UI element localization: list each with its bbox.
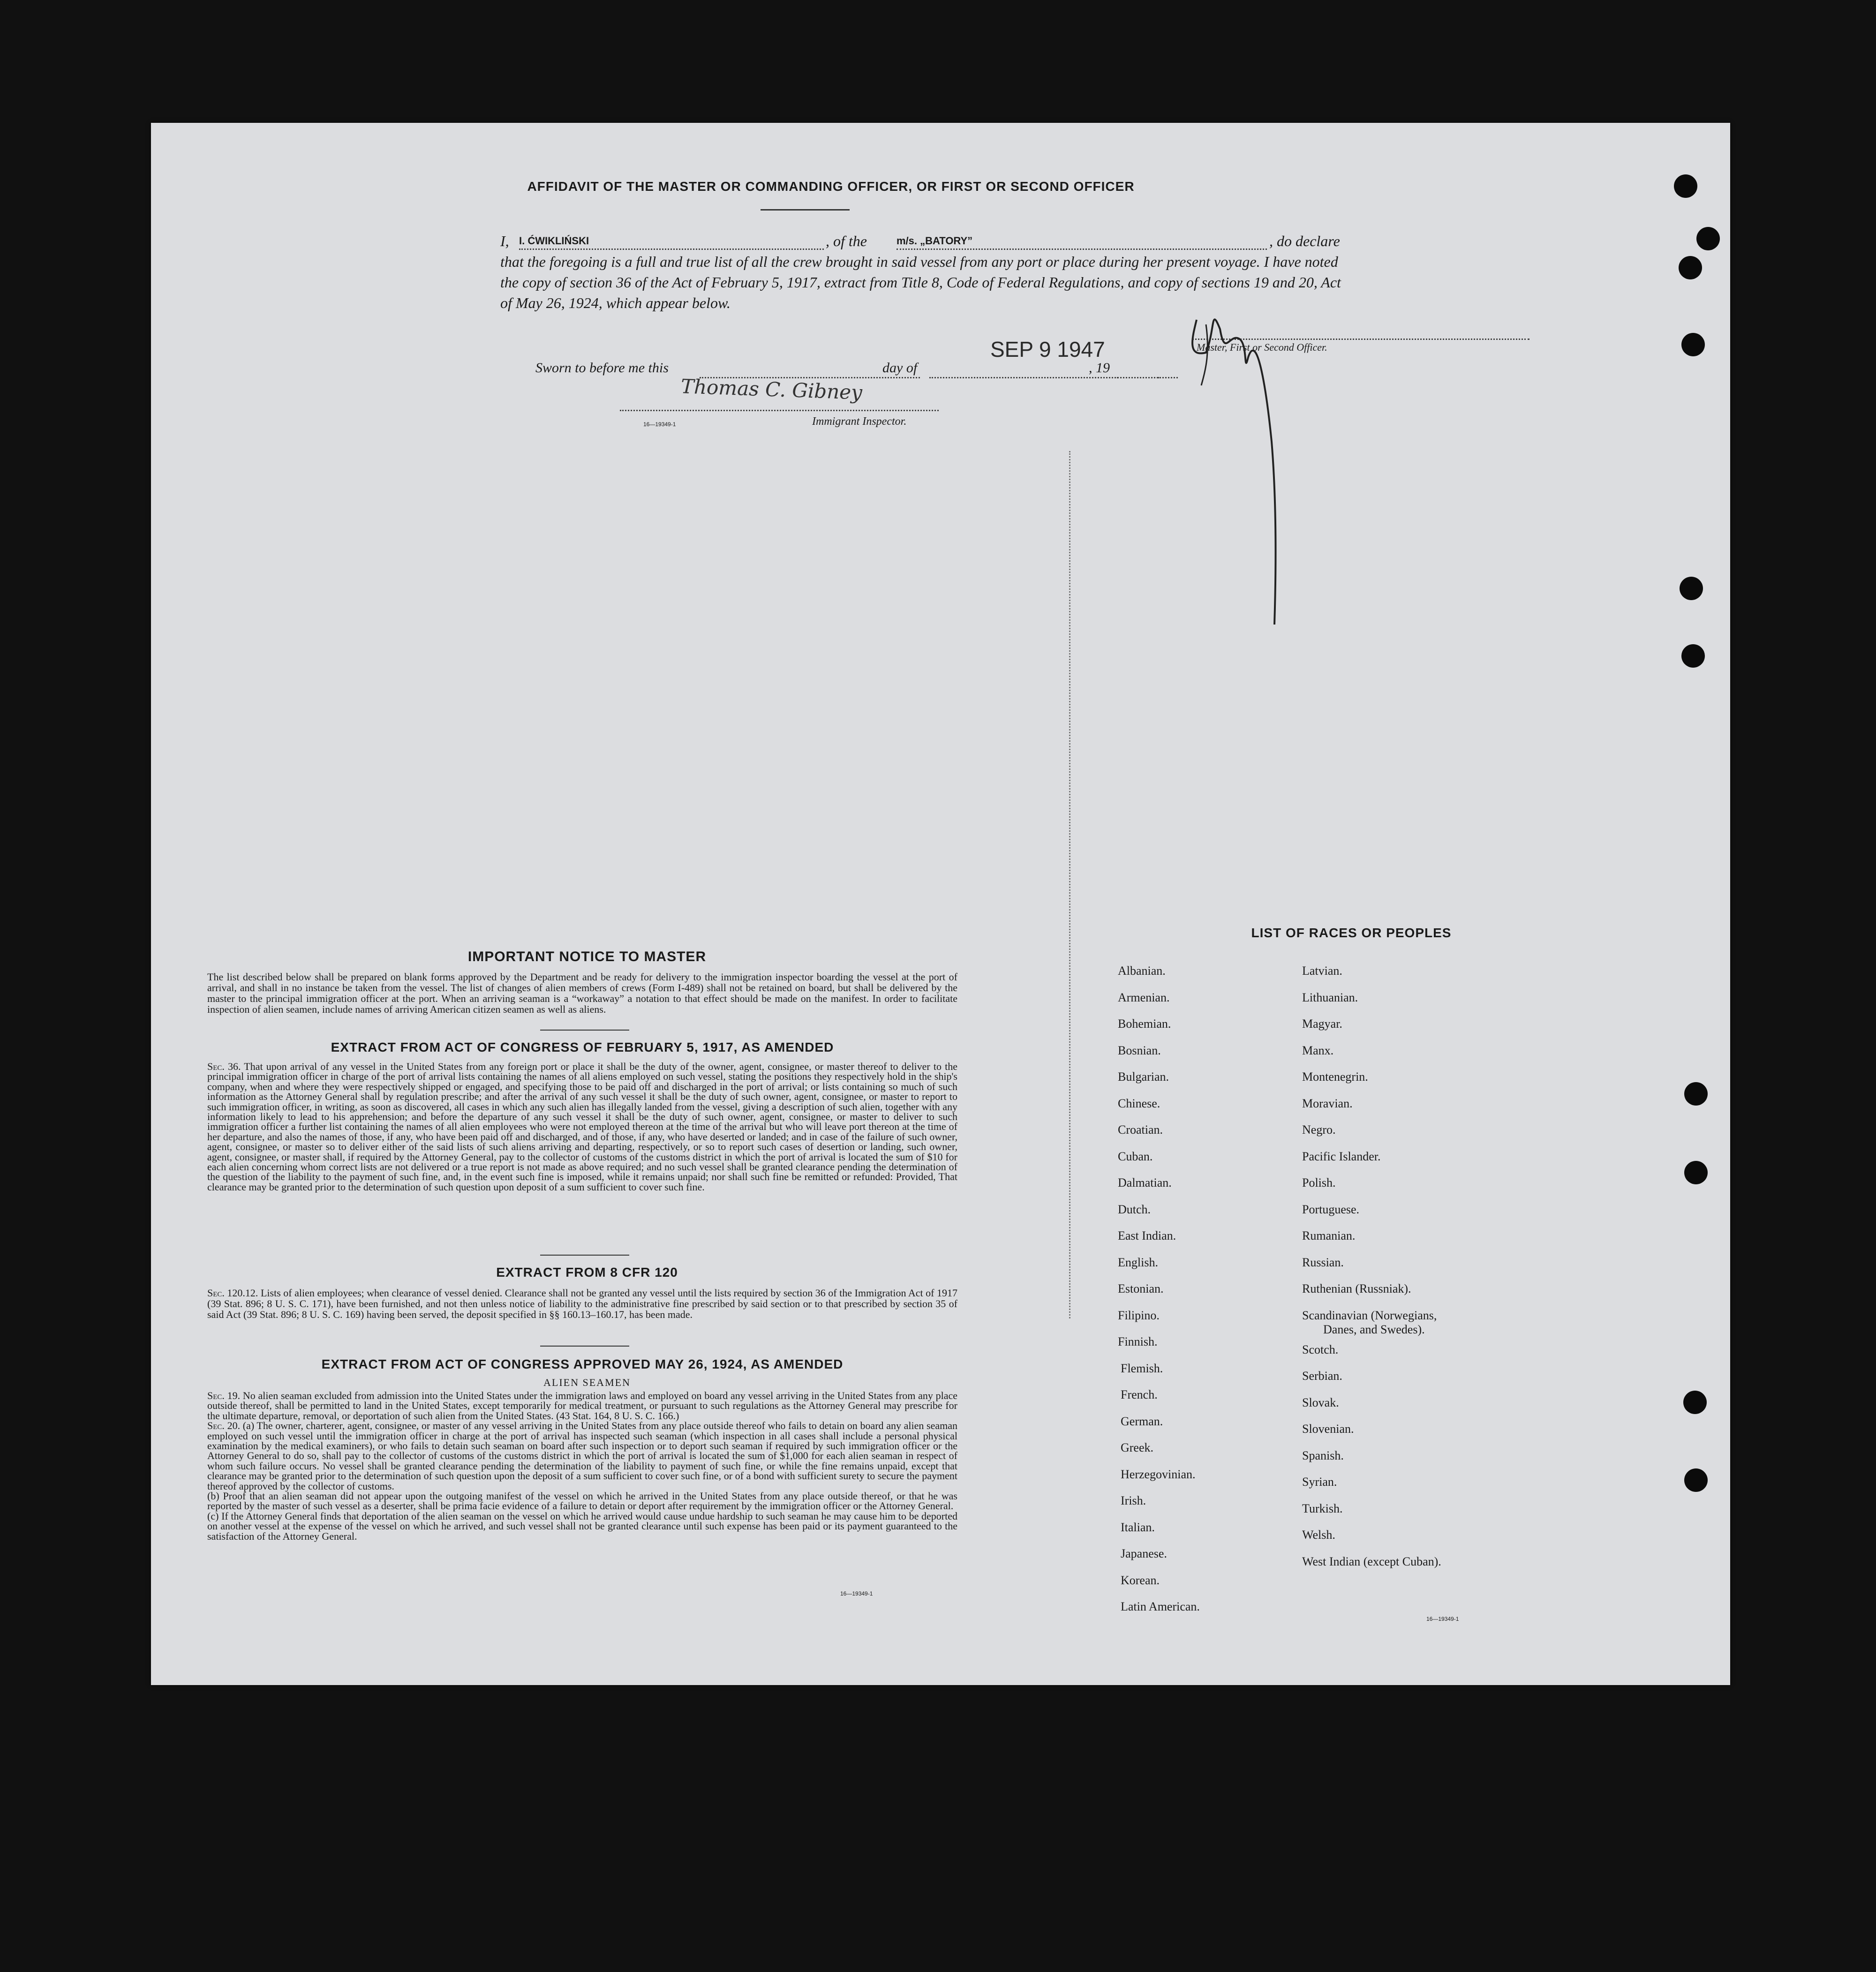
officer-name-field: I. ĆWIKLIŃSKI [519, 235, 589, 247]
vessel-name-field: m/s. „BATORY” [897, 235, 973, 247]
punch-hole-1 [1674, 174, 1697, 198]
race-left-item: Finnish. [1118, 1335, 1158, 1348]
race-left-item: Korean. [1121, 1573, 1160, 1587]
punch-hole-10 [1684, 1468, 1708, 1492]
race-left-item: Dutch. [1118, 1202, 1151, 1216]
affidavit-title: AFFIDAVIT OF THE MASTER OR COMMANDING OFFICER, OR FIRST OR SECOND OFFICER [527, 179, 1135, 194]
race-left-item: Filipino. [1118, 1308, 1160, 1322]
punch-hole-8 [1684, 1161, 1708, 1184]
sec-120-12-label: Sec. 120.12. [207, 1287, 258, 1299]
race-right-item: Pacific Islander. [1302, 1149, 1381, 1163]
year-prefix: , 19 [1089, 360, 1110, 376]
inspector-signature: Thomas C. Gibney [680, 375, 863, 404]
master-caption: Master, First or Second Officer. [1197, 341, 1327, 353]
extract-1917-title: EXTRACT FROM ACT OF CONGRESS OF FEBRUARY 5, 1917, AS AMENDED [331, 1040, 834, 1054]
race-right-item: Russian. [1302, 1255, 1344, 1269]
punch-hole-3 [1679, 256, 1702, 279]
race-left-item: Irish. [1121, 1494, 1146, 1507]
document-page [151, 123, 1730, 1685]
sec-19-text: No alien seaman excluded from admission into the United States under the immigration laws and employed on board any vessel arriving in the United States from any place outside thereof, shall be permitted to land in the United States, except temporarily for medical treatment, or pursuant to such regulations as the Attorney General may prescribe for the ultimate departure, removal, or deportation of such alien from the United States. (43 Stat. 164, 8 U. S. C. 166.) [207, 1390, 958, 1422]
race-right-item: Scotch. [1302, 1342, 1339, 1356]
sec-36-text: That upon arrival of any vessel in the United States from any foreign port or place it shall be the duty of the owner, agent, consignee, or master thereof to deliver to the principal immigration officer in charge of the port of arrival lists containing the names of all aliens employed on such vessel, stating the positions they respectively hold in the ship's company, when and where they were respectively shipped or engaged, and specifying those to be paid off and discharged in the port of arrival; or lists containing so much of such information as the Attorney General shall by regulation prescribe; and after the arrival of any such vessel it shall be the duty of such owner, agent, consignee, or master to report to such immigration officer, in writing, as soon as discovered, all cases in which any such alien has illegally landed from the vessel, giving a description of such alien, together with any information likely to lead to his apprehension; and before the departure of any such vessel it shall be the duty of such owner, agent, consignee, or master to deliver to such immigration officer a further list containing the names of all alien employees who were not employed thereon at the time of the arrival but who will leave port thereon at the time of her departure, and also the names of those, if any, who have been paid off and discharged, and of those, if any, who have deserted or landed; and in case of the failure of such owner, agent, consignee, or master so to deliver either of the said lists of such aliens arriving and departing, respectively, or so to report such cases of desertion or landing, such owner, agent, consignee, or master shall, if required by the Attorney General, pay to the collector of customs of the customs district in which the port of arrival is located the sum of $10 for each alien concerning whom correct lists are not delivered or a true report is not made as above required; and no such vessel shall be granted clearance pending the determination of the question of the liability to the payment of such fine, and, in the event such fine is imposed, while it remains unpaid; nor shall such fine be remitted or refunded: Provided, That clearance may be granted prior to the determination of such question upon deposit of a sum sufficient to cover such fine. [207, 1061, 958, 1193]
race-right-item: West Indian (except Cuban). [1302, 1554, 1441, 1568]
race-left-item: French. [1121, 1388, 1158, 1401]
race-right-item: Turkish. [1302, 1501, 1343, 1515]
notice-title: IMPORTANT NOTICE TO MASTER [467, 949, 707, 964]
race-left-item: Greek. [1121, 1441, 1154, 1454]
race-left-item: Estonian. [1118, 1282, 1164, 1295]
race-right-item: Montenegrin. [1302, 1070, 1368, 1084]
race-right-item: Moravian. [1302, 1096, 1353, 1110]
sec-20a-paragraph [207, 1421, 957, 1491]
extract-8cfr-rule [540, 1346, 629, 1347]
extract-1917-rule [540, 1255, 629, 1256]
race-left-item: German. [1121, 1414, 1163, 1428]
declaration-line [500, 231, 1358, 251]
sec-19-paragraph [207, 1391, 957, 1421]
race-left-item: Herzegovinian. [1121, 1467, 1196, 1481]
race-right-item: Magyar. [1302, 1017, 1342, 1031]
do-declare-text: , do declare [1269, 233, 1340, 249]
extract-1924-text [207, 1391, 957, 1541]
race-right-item: Rumanian. [1302, 1229, 1356, 1242]
sec-20a-text: (a) The owner, charterer, agent, consignee, or master of any vessel arriving in the United States from any place outside thereof who fails to detain on board any alien seaman employed on such vessel until the immigration officer in charge at the port of arrival has inspected such seaman (which inspection in all cases shall include a personal physical examination by the medical examiners), or who fails to detain such seaman on board after such inspection or to deport such seaman if required by such immigration officer or the Attorney General to do so, shall pay to the collector of customs of the customs district in which the port of arrival is located the sum of $1,000 for each alien seaman in respect of whom such failure occurs. No vessel shall be granted clearance pending the determination of the liability to payment of such fine, or while the fine remains unpaid, except that clearance may be granted prior to the determination of such question upon the deposit of a sum sufficient to cover such fine, or of a bond with sufficient surety to secure the payment thereof approved by the collector of customs. [207, 1420, 958, 1492]
affidavit-body: that the foregoing is a full and true list of all the crew brought in said vessel from any port or place during her present voyage. I have noted the copy of section 36 of the Act of February 5, 1917, extract from Title 8, Code of Federal Regulations, and copy of sections 19 and 20, Act of May 26, 1924, which appear below. [500, 253, 1341, 311]
inspector-caption: Immigrant Inspector. [812, 415, 907, 428]
race-left-item: Dalmatian. [1118, 1176, 1172, 1189]
race-right-item: Latvian. [1302, 964, 1342, 978]
race-left-item: Bulgarian. [1118, 1070, 1169, 1084]
race-right-item: Syrian. [1302, 1475, 1337, 1489]
date-stamp: SEP 9 1947 [990, 337, 1105, 361]
affidavit-form-number: 16—19349-1 [643, 421, 676, 428]
sec-19-label: Sec. 19. [207, 1390, 241, 1401]
sec-20b-paragraph: (b) Proof that an alien seaman did not appear upon the outgoing manifest of the vessel on which he arrived in the United States from any place outside thereof, or that he was reported by the master of such vessel as a deserter, shall be prima facie evidence of a failure to detain or deport after requirement by the immigration officer or the Attorney General. [207, 1490, 957, 1512]
punch-hole-4 [1681, 333, 1705, 356]
title-rule [761, 209, 850, 211]
extract-1924-title: EXTRACT FROM ACT OF CONGRESS APPROVED MAY 26, 1924, AS AMENDED [321, 1357, 844, 1371]
punch-hole-5 [1680, 577, 1703, 600]
race-left-item: East Indian. [1118, 1229, 1176, 1242]
race-right-item: Scandinavian (Norwegians, [1302, 1308, 1437, 1322]
race-right-item: Portuguese. [1302, 1202, 1360, 1216]
race-right-item: Manx. [1302, 1043, 1334, 1057]
race-right-item: Polish. [1302, 1176, 1336, 1189]
race-left-item: Cuban. [1118, 1149, 1153, 1163]
race-left-item: Chinese. [1118, 1096, 1160, 1110]
race-left-item: Flemish. [1121, 1361, 1163, 1375]
i-prefix: I, [500, 233, 509, 249]
race-right-item: Slovenian. [1302, 1422, 1354, 1436]
year-line [1117, 377, 1159, 378]
vessel-dotted-line [897, 248, 1267, 250]
races-form-number: 16—19349-1 [1426, 1616, 1459, 1622]
race-right-item: Spanish. [1302, 1448, 1344, 1462]
notice-text: The list described below shall be prepared on blank forms approved by the Department and be ready for delivery to the immigration inspector boarding the vessel at the port of arrival, and shall in no instance be taken from the vessel. The list of changes of alien members of crews (Form I-489) shall not be retained on board, but shall be delivered by the master to the principal immigration officer at the port. When an arriving seaman is a “workaway” a notation to that effect should be made on the manifest. In order to facilitate inspection of alien seamen, include names of arriving American citizen seamen as well as aliens. [207, 971, 957, 1015]
race-right-item: Slovak. [1302, 1395, 1339, 1409]
punch-hole-6 [1681, 644, 1705, 668]
extract-form-number: 16—19349-1 [840, 1590, 873, 1597]
race-right-item: Danes, and Swedes). [1323, 1322, 1425, 1336]
center-dot-column [1069, 451, 1072, 1318]
race-left-item: Armenian. [1118, 990, 1170, 1004]
race-left-item: Bosnian. [1118, 1043, 1161, 1057]
punch-hole-7 [1684, 1082, 1708, 1106]
punch-hole-2 [1696, 227, 1720, 250]
extract-8cfr-title: EXTRACT FROM 8 CFR 120 [496, 1265, 678, 1280]
race-left-item: Latin American. [1121, 1600, 1200, 1613]
sec-20-label: Sec. 20. [207, 1420, 241, 1432]
race-right-item: Lithuanian. [1302, 990, 1358, 1004]
sec-20c-paragraph: (c) If the Attorney General finds that deportation of the alien seaman on the vessel on which he arrived would cause undue hardship to such seaman he may cause him to be deported on another vessel at the expense of the vessel on which he arrived, and such vessel shall not be granted clearance until such expense has been paid or its payment guaranteed to the satisfaction of the Attorney General. [207, 1510, 957, 1542]
race-right-item: Negro. [1302, 1123, 1336, 1137]
alien-seamen-subtitle: ALIEN SEAMEN [543, 1377, 631, 1388]
extract-8cfr-text [207, 1287, 957, 1320]
race-left-item: Italian. [1121, 1520, 1155, 1534]
name-dotted-line [519, 248, 824, 250]
race-right-item: Serbian. [1302, 1369, 1342, 1383]
of-the-text: , of the [826, 233, 867, 249]
notice-rule [540, 1030, 629, 1031]
sec-36-label: Sec. 36. [207, 1061, 241, 1072]
race-left-item: Bohemian. [1118, 1017, 1171, 1031]
sworn-text: Sworn to before me this [535, 360, 669, 376]
race-left-item: English. [1118, 1255, 1158, 1269]
master-signature [1178, 301, 1300, 629]
race-right-item: Ruthenian (Russniak). [1302, 1282, 1411, 1295]
punch-hole-9 [1683, 1391, 1707, 1414]
race-right-item: Welsh. [1302, 1528, 1335, 1542]
inspector-line [620, 410, 939, 411]
race-left-item: Japanese. [1121, 1547, 1167, 1560]
race-left-item: Croatian. [1118, 1123, 1163, 1137]
races-title: LIST OF RACES OR PEOPLES [1251, 926, 1452, 940]
day-of-text: day of [882, 360, 918, 376]
race-left-item: Albanian. [1118, 964, 1166, 978]
extract-1917-text [207, 1061, 957, 1192]
sec-120-12-text: Lists of alien employees; when clearance of vessel denied. Clearance shall not be granted any vessel until the lists required by section 36 of the Immigration Act of 1917 (39 Stat. 896; 8 U. S. C. 171), have been furnished, and not then unless notice of liability to the administrative fine prescribed by said section or to that prescribed by section 35 of said Act (39 Stat. 896; 8 U. S. C. 169) having been served, the deposit specified in §§ 160.13–160.17, has been made. [207, 1287, 958, 1320]
